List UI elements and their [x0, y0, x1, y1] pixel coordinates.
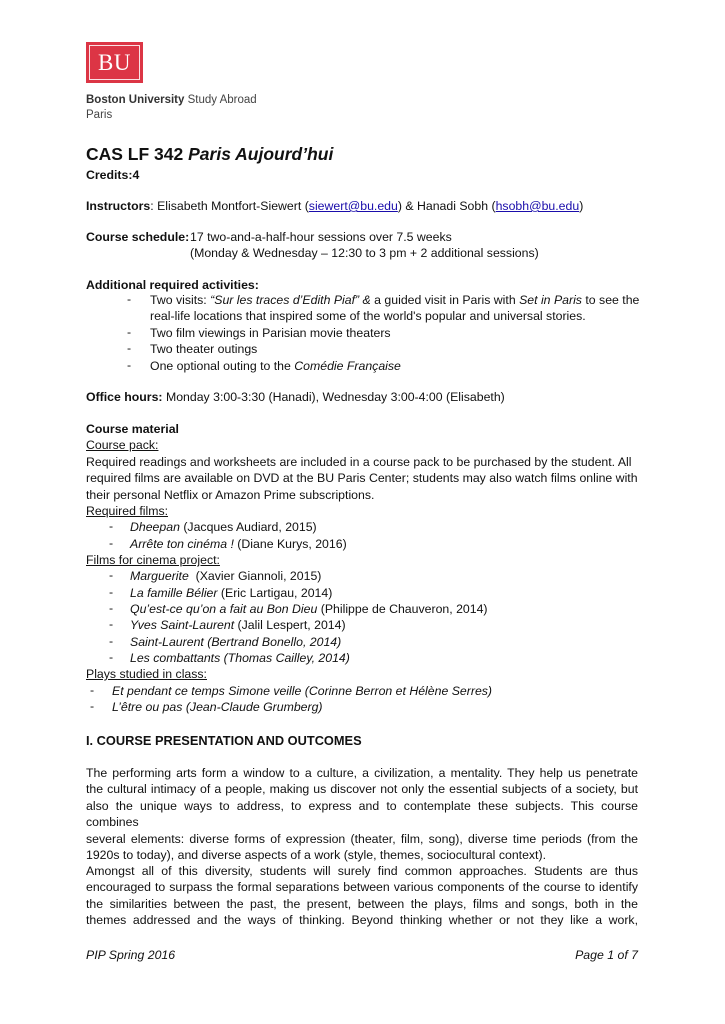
instructors-text: ) — [579, 199, 584, 213]
film-info: (Jalil Lespert, 2014) — [234, 618, 346, 632]
bullet-dash: - — [109, 601, 114, 615]
section-paragraph-1 — [86, 765, 638, 863]
schedule-line-1: 17 two-and-a-half-hour sessions over 7.5 weeks — [190, 230, 452, 244]
org-name-bold: Boston University — [86, 94, 185, 106]
activity-text: a guided visit in Paris with — [374, 293, 520, 307]
activity-item-1 — [150, 292, 639, 309]
bullet-dash: - — [127, 358, 132, 372]
bu-logo — [86, 42, 143, 83]
course-pack-text-3: their personal Netflix or Amazon Prime subscriptions. — [86, 488, 375, 502]
film-title: Dheepan — [130, 520, 180, 534]
office-hours-text: Monday 3:00-3:30 (Hanadi), Wednesday 3:00-4:00 (Elisabeth) — [162, 390, 505, 404]
activity-text-italic: Set in Paris — [519, 293, 582, 307]
bullet-dash: - — [109, 519, 114, 533]
activity-text: One optional outing to the — [150, 359, 295, 373]
credits: Credits:4 — [86, 168, 140, 182]
play-item: Et pendant ce temps Simone veille (Corinne Berron et Hélène Serres) — [112, 684, 493, 698]
instructors-text: ) & Hanadi Sobh ( — [397, 199, 496, 213]
paragraph-line: Amongst all of this diversity, students will surely find common approaches. Students are thus — [86, 864, 638, 878]
instructors-line — [86, 198, 583, 215]
bullet-dash: - — [127, 341, 132, 355]
activity-text: to see the — [581, 293, 640, 307]
paragraph-line: the cultural intimacy of a people, making us discover not only the essential subjects of a society, but — [86, 782, 638, 797]
course-code: CAS LF 342 — [86, 144, 189, 164]
section-heading: I. COURSE PRESENTATION AND OUTCOMES — [86, 733, 362, 748]
film-info: (Jacques Audiard, 2015) — [179, 520, 317, 534]
paragraph-line: the similarities between the past, the present, between the plays, films and songs, both in the — [86, 896, 638, 911]
office-hours — [86, 389, 505, 406]
film-title: Yves Saint-Laurent — [130, 618, 235, 632]
section-paragraph-2 — [86, 863, 638, 929]
activity-text: Two visits: — [150, 293, 211, 307]
schedule-line-2: (Monday & Wednesday – 12:30 to 3 pm + 2 additional sessions) — [190, 246, 539, 260]
bullet-dash: - — [127, 325, 132, 339]
course-material-heading: Course material — [86, 422, 179, 436]
bu-logo-text: BU — [89, 45, 140, 80]
instructors-text: : Elisabeth Montfort-Siewert ( — [150, 199, 309, 213]
plays-label: Plays studied in class: — [86, 667, 207, 681]
footer-page-number: Page 1 of 7 — [575, 948, 638, 962]
bullet-dash: - — [109, 650, 114, 664]
play-item: L’être ou pas (Jean-Claude Grumberg) — [112, 700, 323, 714]
paragraph-line: several elements: diverse forms of expression (theater, film, song), diverse time periods (from the — [86, 831, 638, 846]
film-title: Marguerite — [130, 569, 189, 583]
cinema-film-item — [130, 617, 346, 634]
activity-item-2: Two film viewings in Parisian movie theaters — [150, 326, 391, 340]
paragraph-line: The performing arts form a window to a culture, a civilization, a mentality. They help us penetrate — [86, 766, 638, 780]
course-pack-label: Course pack: — [86, 438, 159, 452]
email-link-siewert[interactable]: siewert@bu.edu — [308, 199, 398, 213]
cinema-project-label: Films for cinema project: — [86, 553, 220, 567]
course-name: Paris Aujourd’hui — [188, 144, 334, 164]
bullet-dash: - — [109, 568, 114, 582]
film-info: (Xavier Giannoli, 2015) — [188, 569, 322, 583]
bullet-dash: - — [109, 585, 114, 599]
activities-heading: Additional required activities: — [86, 278, 259, 292]
course-pack-text-1: Required readings and worksheets are included in a course pack to be purchased by the student. All — [86, 455, 632, 469]
film-info: (Eric Lartigau, 2014) — [217, 586, 333, 600]
film-info: (Philippe de Chauveron, 2014) — [317, 602, 488, 616]
email-link-hsobh[interactable]: hsobh@bu.edu — [495, 199, 580, 213]
film-info: (Diane Kurys, 2016) — [233, 537, 347, 551]
org-name — [86, 93, 257, 123]
activity-item-3: Two theater outings — [150, 342, 258, 356]
bullet-dash: - — [90, 699, 95, 713]
paragraph-line: encouraged to surpass the formal separations between various components of the course to identify — [86, 880, 638, 895]
instructors-label: Instructors — [86, 199, 151, 213]
cinema-film-item: Saint-Laurent (Bertrand Bonello, 2014) — [130, 635, 342, 649]
film-title: La famille Bélier — [130, 586, 218, 600]
activity-text-italic: Comédie Française — [294, 359, 401, 373]
film-title: Qu’est-ce qu’on a fait au Bon Dieu — [130, 602, 318, 616]
course-title — [86, 146, 333, 163]
paragraph-line: 1920s to today), and diverse aspects of a work (style, themes, sociocultural context). — [86, 848, 546, 863]
required-film-item — [130, 536, 347, 553]
office-hours-label: Office hours: — [86, 390, 163, 404]
schedule-label: Course schedule: — [86, 230, 190, 244]
paragraph-line: themes addressed and the ways of thinking. Beyond thinking whether or not they like a work, — [86, 913, 638, 928]
bullet-dash: - — [109, 634, 114, 648]
activity-item-4 — [150, 358, 401, 375]
bullet-dash: - — [109, 617, 114, 631]
footer-left: PIP Spring 2016 — [86, 948, 176, 962]
bullet-dash: - — [127, 292, 132, 306]
org-city: Paris — [86, 109, 113, 121]
activity-text-italic: “Sur les traces d’Edith Piaf” & — [210, 293, 375, 307]
cinema-film-item — [130, 568, 321, 585]
required-film-item — [130, 519, 317, 536]
course-pack-text-2: required films are available on DVD at the BU Paris Center; students may also watch films online with — [86, 471, 638, 485]
cinema-film-item — [130, 585, 332, 602]
cinema-film-item: Les combattants (Thomas Cailley, 2014) — [130, 651, 350, 665]
activity-item-1-line-2: real-life locations that inspired some of the world's popular and universal stories. — [150, 309, 586, 323]
bullet-dash: - — [90, 683, 95, 697]
paragraph-line: also the unique ways to address, to express and to contemplate these subjects. This course combines — [86, 798, 638, 830]
org-name-rest: Study Abroad — [184, 94, 257, 106]
bullet-dash: - — [109, 536, 114, 550]
required-films-label: Required films: — [86, 504, 169, 518]
film-title: Arrête ton cinéma ! — [130, 537, 234, 551]
cinema-film-item — [130, 601, 488, 618]
